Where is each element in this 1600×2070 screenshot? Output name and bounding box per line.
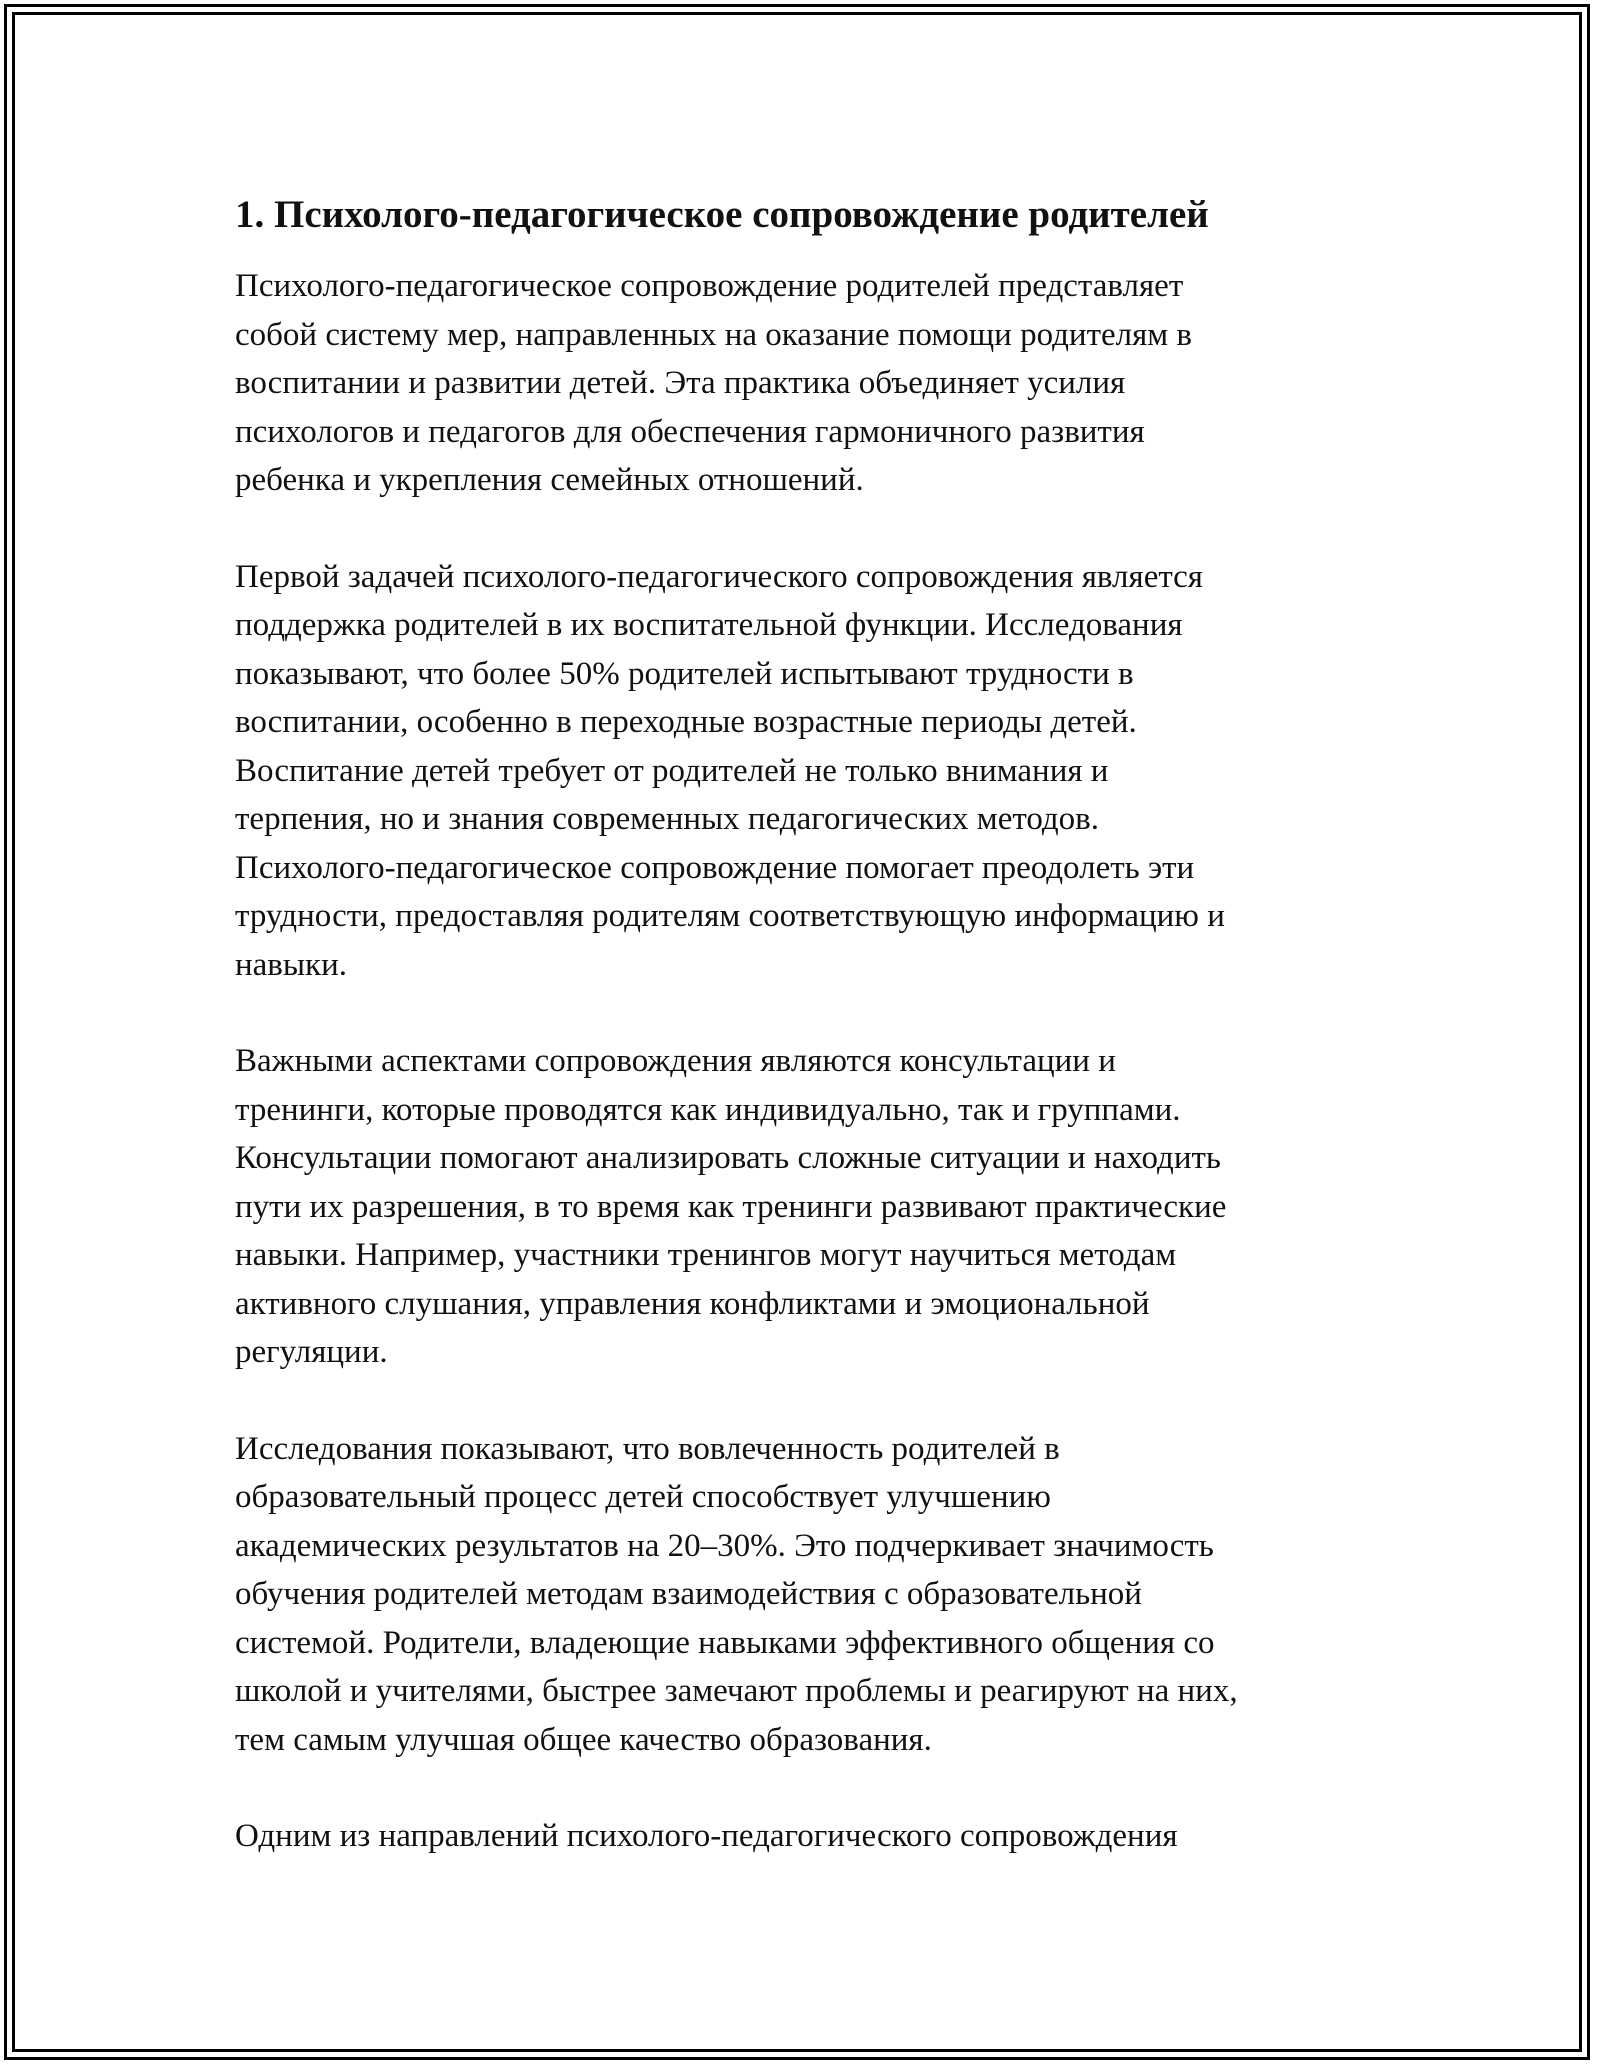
text-line: воспитании и развитии детей. Эта практика объединяет усилия <box>235 365 1126 401</box>
text-line: Психолого-педагогическое сопровождение родителей представляет <box>235 268 1184 304</box>
text-line: ребенка и укрепления семейных отношений. <box>235 462 864 498</box>
text-line: академических результатов на 20–30%. Это подчеркивает значимость <box>235 1527 1214 1564</box>
text-line: Важными аспектами сопровождения являются консультации и <box>235 1043 1116 1079</box>
text-line: тем самым улучшая общее качество образования. <box>235 1721 932 1758</box>
text-line: навыки. <box>235 946 348 983</box>
text-line: Первой задачей психолого-педагогического сопровождения является <box>235 558 1203 595</box>
text-line: психологов и педагогов для обеспечения гармоничного развития <box>235 413 1145 450</box>
text-line: терпения, но и знания современных педагогических методов. <box>235 801 1099 837</box>
text-line: Психолого-педагогическое сопровождение помогает преодолеть эти <box>235 849 1195 886</box>
text-line: воспитании, особенно в переходные возрастные периоды детей. <box>235 704 1137 740</box>
text-line: образовательный процесс детей способствует улучшению <box>235 1479 1051 1515</box>
paragraph <box>235 1037 1380 1377</box>
text-line: навыки. Например, участники тренингов могут научиться методам <box>235 1237 1177 1273</box>
text-line: обучения родителей методам взаимодействия с образовательной <box>235 1576 1142 1612</box>
text-line: Воспитание детей требует от родителей не только внимания и <box>235 752 1109 789</box>
text-line: поддержка родителей в их воспитательной функции. Исследования <box>235 607 1183 643</box>
paragraph <box>235 262 1380 505</box>
paragraph <box>235 1812 1380 1861</box>
text-line: школой и учителями, быстрее замечают проблемы и реагируют на них, <box>235 1673 1238 1709</box>
section-heading: 1. Психолого-педагогическое сопровождение родителей <box>235 193 1209 236</box>
text-line: показывают, что более 50% родителей испытывают трудности в <box>235 655 1134 692</box>
text-line: трудности, предоставляя родителям соответствующую информацию и <box>235 898 1225 934</box>
paragraph <box>235 553 1380 990</box>
paragraph <box>235 1425 1380 1765</box>
text-line: Одним из направлений психолого-педагогического сопровождения <box>235 1818 1178 1854</box>
text-line: Исследования показывают, что вовлеченность родителей в <box>235 1430 1060 1467</box>
text-line: системой. Родители, владеющие навыками эффективного общения со <box>235 1624 1215 1661</box>
text-line: активного слушания, управления конфликтами и эмоциональной <box>235 1285 1150 1322</box>
text-line: Консультации помогают анализировать сложные ситуации и находить <box>235 1140 1221 1176</box>
text-line: собой систему мер, направленных на оказание помощи родителям в <box>235 316 1193 353</box>
text-line: пути их разрешения, в то время как тренинги развивают практические <box>235 1188 1227 1225</box>
text-line: регуляции. <box>235 1334 388 1370</box>
text-line: тренинги, которые проводятся как индивидуально, так и группами. <box>235 1091 1181 1128</box>
paragraphs-container <box>235 262 1380 1861</box>
document-body <box>235 188 1380 1909</box>
